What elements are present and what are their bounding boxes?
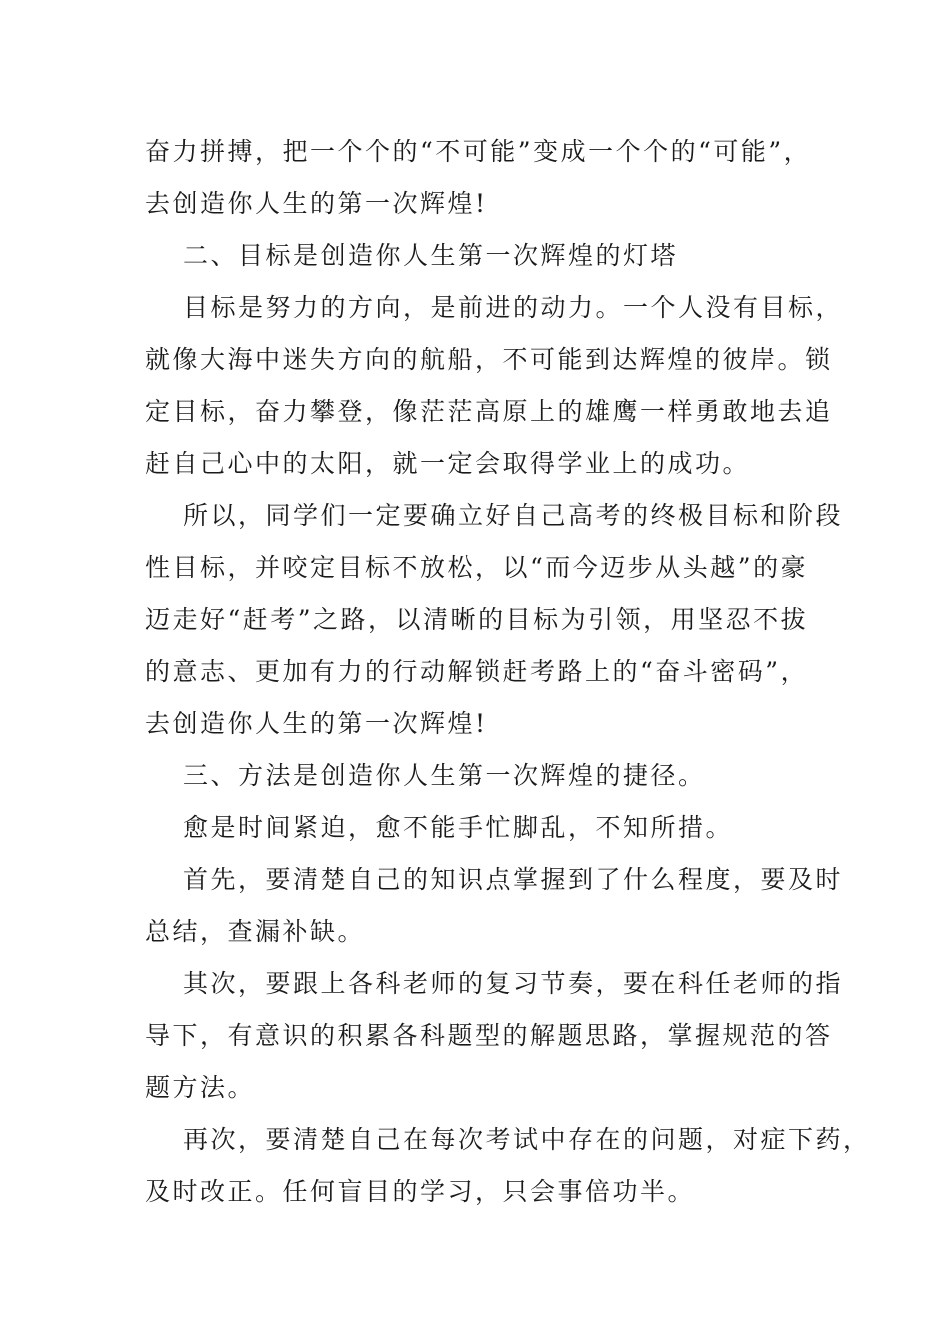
paragraph-start: 所以，同学们一定要确立好自己高考的终极目标和阶段	[183, 501, 844, 530]
text-line: 奋力拼搏，把一个个的“不可能”变成一个个的“可能”，	[145, 137, 812, 166]
text-line: 题方法。	[145, 1073, 256, 1102]
text-line: 迈走好“赶考”之路，以清晰的目标为引领，用坚忍不拔	[145, 605, 809, 634]
section-heading: 三、方法是创造你人生第一次辉煌的捷径。	[183, 761, 706, 790]
text-line: 就像大海中迷失方向的航船，不可能到达辉煌的彼岸。锁	[145, 345, 833, 374]
paragraph-start: 愈是时间紧迫，愈不能手忙脚乱，不知所措。	[183, 813, 734, 842]
text-line: 总结，查漏补缺。	[145, 917, 366, 946]
text-line: 性目标，并咬定目标不放松，以“而今迈步从头越”的豪	[145, 553, 809, 582]
text-line: 赶自己心中的太阳，就一定会取得学业上的成功。	[145, 449, 751, 478]
paragraph-start: 目标是努力的方向，是前进的动力。一个人没有目标，	[183, 293, 844, 322]
text-line: 导下，有意识的积累各科题型的解题思路，掌握规范的答	[145, 1021, 833, 1050]
section-heading: 二、目标是创造你人生第一次辉煌的灯塔	[183, 241, 679, 270]
text-line: 定目标，奋力攀登，像茫茫高原上的雄鹰一样勇敢地去追	[145, 397, 833, 426]
paragraph-start: 首先，要清楚自己的知识点掌握到了什么程度，要及时	[183, 865, 844, 894]
text-line: 的意志、更加有力的行动解锁赶考路上的“奋斗密码”，	[145, 657, 809, 686]
text-line: 去创造你人生的第一次辉煌!	[145, 189, 488, 218]
paragraph-start: 再次，要清楚自己在每次考试中存在的问题，对症下药，	[183, 1125, 871, 1154]
paragraph-start: 其次，要跟上各科老师的复习节奏，要在科任老师的指	[183, 969, 844, 998]
document-body	[145, 126, 871, 1218]
text-line: 及时改正。任何盲目的学习，只会事倍功半。	[145, 1177, 696, 1206]
text-line: 去创造你人生的第一次辉煌!	[145, 709, 488, 738]
